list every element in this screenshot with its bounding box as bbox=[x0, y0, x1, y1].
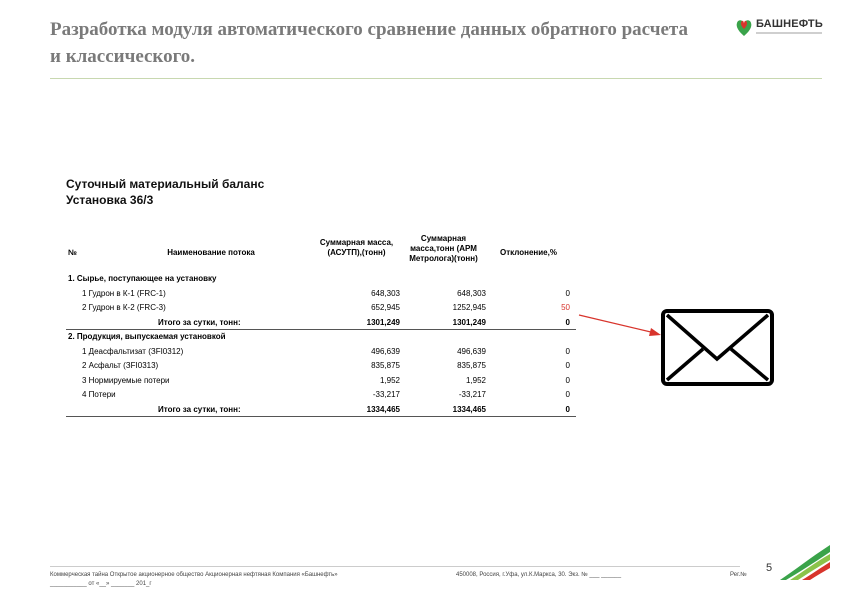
row-name: 2 Асфальт (ЗFI0313) bbox=[82, 361, 159, 370]
row-v2: -33,217 bbox=[458, 390, 486, 399]
footer-address: 450008, Россия, г.Уфа, ул.К.Маркса, 30. Экз. № ___ ______ bbox=[456, 572, 622, 578]
row-name: Итого за сутки, тонн: bbox=[158, 317, 241, 327]
row-dev: 50 bbox=[561, 303, 570, 312]
title-divider bbox=[50, 78, 822, 79]
row-name: Итого за сутки, тонн: bbox=[158, 404, 241, 414]
row-v1: 1301,249 bbox=[366, 317, 400, 327]
table-row bbox=[66, 345, 586, 359]
row-v2: 835,875 bbox=[457, 361, 486, 370]
column-header-name: Наименование потока bbox=[167, 248, 255, 257]
row-name: 2. Продукция, выпускаемая установкой bbox=[68, 332, 226, 341]
company-logo bbox=[734, 16, 826, 42]
row-v1: 835,875 bbox=[371, 361, 400, 370]
row-dev: 0 bbox=[565, 404, 570, 414]
row-name: 2 Гудрон в К-2 (FRC-3) bbox=[82, 303, 166, 312]
total-underline bbox=[66, 416, 576, 417]
page-number: 5 bbox=[766, 562, 773, 574]
footer-reg-no: Рег.№ bbox=[730, 572, 747, 578]
row-v1: 1334,465 bbox=[366, 404, 400, 414]
row-dev: 0 bbox=[565, 375, 570, 385]
bashneft-logo-icon bbox=[734, 16, 754, 38]
row-dev: 0 bbox=[565, 317, 570, 327]
table-row bbox=[66, 388, 586, 402]
logo-tagline bbox=[756, 32, 822, 34]
row-name: 1 Деасфальтизат (ЗFI0312) bbox=[82, 346, 184, 356]
corner-decoration-icon bbox=[780, 540, 830, 580]
material-balance-report bbox=[66, 176, 586, 414]
row-v2: 1,952 bbox=[465, 375, 486, 385]
row-v2: 1301,249 bbox=[452, 317, 486, 327]
row-v2: 496,639 bbox=[457, 346, 486, 356]
row-dev: 0 bbox=[565, 361, 570, 370]
footer-divider bbox=[50, 566, 740, 567]
row-dev: 0 bbox=[565, 390, 570, 399]
table-row bbox=[66, 301, 586, 315]
row-v1: -33,217 bbox=[372, 390, 400, 399]
row-v1: 648,303 bbox=[371, 288, 400, 298]
column-header-no: № bbox=[68, 248, 77, 257]
report-heading-line1: Суточный материальный баланс bbox=[66, 177, 265, 191]
row-v2: 1252,945 bbox=[452, 303, 486, 312]
footer-date-line: ___________ от «__» _______ 201_г bbox=[50, 581, 152, 587]
row-v2: 1334,465 bbox=[452, 404, 486, 414]
table-row bbox=[66, 359, 586, 373]
row-v1: 1,952 bbox=[379, 375, 400, 385]
row-name: 3 Нормируемые потери bbox=[82, 375, 170, 385]
logo-text: БАШНЕФТЬ bbox=[756, 18, 823, 30]
envelope-icon[interactable] bbox=[661, 309, 774, 386]
footer-confidential: Коммерческая тайна Открытое акционерное общество Акционерная нефтяная Компания «Башнефть» bbox=[50, 572, 338, 578]
row-v1: 496,639 bbox=[371, 346, 400, 356]
column-header-deviation: Отклонение,% bbox=[500, 248, 557, 257]
report-heading-line2: Установка 36/3 bbox=[66, 193, 154, 207]
row-dev: 0 bbox=[565, 288, 570, 298]
table-row bbox=[66, 287, 586, 301]
row-v2: 648,303 bbox=[457, 288, 486, 298]
table-section-row bbox=[66, 330, 586, 344]
slide-title: Разработка модуля автоматического сравнение данных обратного расчета и классического. bbox=[50, 19, 688, 67]
row-name: 1 Гудрон в К-1 (FRC-1) bbox=[82, 288, 166, 298]
pointer-arrow bbox=[575, 305, 665, 345]
table-total-row bbox=[66, 316, 586, 330]
row-dev: 0 bbox=[565, 346, 570, 356]
column-header-mass-arm: Суммарная масса,тонн (АРМ Метролога)(тонн) bbox=[409, 234, 478, 263]
row-name: 4 Потери bbox=[82, 390, 116, 399]
table-row bbox=[66, 374, 586, 388]
table-section-row bbox=[66, 272, 586, 286]
row-name: 1. Сырье, поступающее на установку bbox=[68, 274, 217, 283]
table-total-row bbox=[66, 403, 586, 417]
row-v1: 652,945 bbox=[371, 303, 400, 312]
column-header-mass-asutp: Суммарная масса, (АСУТП),(тонн) bbox=[319, 238, 394, 257]
